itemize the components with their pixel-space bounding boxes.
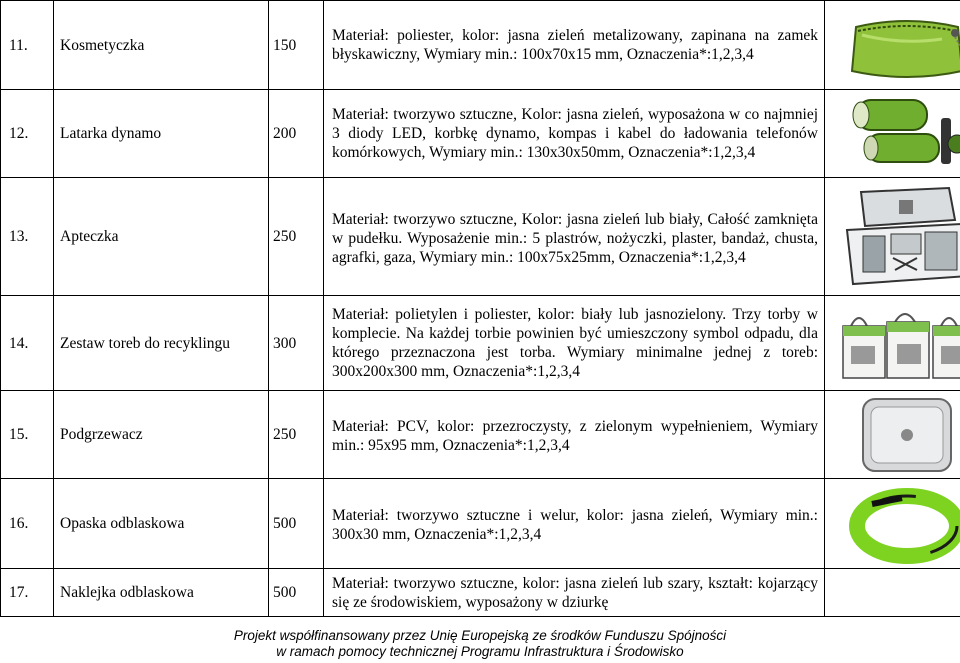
item-name: Podgrzewacz [54,391,269,479]
hand-warmer-photo [857,395,957,475]
cosmetic-bag-photo [842,5,960,85]
row-number: 12. [1,90,54,178]
table-row [1,90,960,178]
item-quantity: 250 [269,391,324,479]
item-quantity: 250 [269,178,324,296]
first-aid-kit-photo [837,184,960,289]
item-description: Materiał: tworzywo sztuczne i welur, kolor: jasna zieleń, Wymiary min.: 300x30 mm, Oznaczenia*:1,2,3,4 [324,479,825,569]
item-name: Latarka dynamo [54,90,269,178]
item-description: Materiał: tworzywo sztuczne, Kolor: jasna zieleń lub biały, Całość zamknięta w pudełku. Wyposażenie min.: 5 plastrów, nożyczki, plaster, bandaż, chusta, agrafki, gaza, Wymiary min.: 100x75x25mm, Oznaczenia*:1,2,3,4 [324,178,825,296]
footer-line-2: w ramach pomocy technicznej Programu Infrastruktura i Środowisko [276,644,684,659]
table-row [1,1,960,90]
item-name: Apteczka [54,178,269,296]
item-name: Opaska odblaskowa [54,479,269,569]
item-quantity: 200 [269,90,324,178]
footer-line-1: Projekt współfinansowany przez Unię Europejską ze środków Funduszu Spójności [233,628,727,643]
item-quantity: 500 [269,569,324,617]
item-name: Naklejka odblaskowa [54,569,269,617]
item-image-cell [825,479,960,569]
item-quantity: 500 [269,479,324,569]
item-description: Materiał: tworzywo sztuczne, kolor: jasna zieleń lub szary, kształt: kojarzący się ze środowiskiem, wyposażony w dziurkę [324,569,825,617]
item-image-cell [825,296,960,391]
item-image-cell [825,569,960,617]
item-description: Materiał: tworzywo sztuczne, Kolor: jasna zieleń, wyposażona w co najmniej 3 diody LED, korbkę dynamo, kompas i kabel do ładowania telefonów komórkowych, Wymiary min.: 130x30x50mm, Oznaczenia*:1,2,3,4 [324,90,825,178]
table-row [1,391,960,479]
item-description: Materiał: poliester, kolor: jasna zieleń metalizowany, zapinana na zamek błyskawiczny, Wymiary min.: 100x70x15 mm, Oznaczenia*:1,2,3,4 [324,1,825,90]
row-number: 17. [1,569,54,617]
row-number: 11. [1,1,54,90]
item-image-cell [825,1,960,90]
reflective-band-photo [842,484,960,564]
recycling-bags-photo [837,304,960,382]
item-image-cell [825,178,960,296]
item-image-cell [825,90,960,178]
table-row [1,296,960,391]
item-image-cell [825,391,960,479]
item-name: Zestaw toreb do recyklingu [54,296,269,391]
item-quantity: 150 [269,1,324,90]
row-number: 13. [1,178,54,296]
funding-footer [0,628,960,660]
item-quantity: 300 [269,296,324,391]
item-description: Materiał: polietylen i poliester, kolor: biały lub jasnozielony. Trzy torby w komplecie. Na każdej torbie powinien być umieszczony symbol odpadu, dla którego przeznaczona jest torba. Wymiary minimalne jednej z toreb: 300x200x300 mm, Oznaczenia*:1,2,3,4 [324,296,825,391]
row-number: 15. [1,391,54,479]
item-description: Materiał: PCV, kolor: przezroczysty, z zielonym wypełnieniem, Wymiary min.: 95x95 mm, Oznaczenia*:1,2,3,4 [324,391,825,479]
table-row [1,479,960,569]
table-row [1,178,960,296]
row-number: 16. [1,479,54,569]
table-row [1,569,960,617]
row-number: 14. [1,296,54,391]
dynamo-flashlight-photo [837,94,960,174]
item-name: Kosmetyczka [54,1,269,90]
